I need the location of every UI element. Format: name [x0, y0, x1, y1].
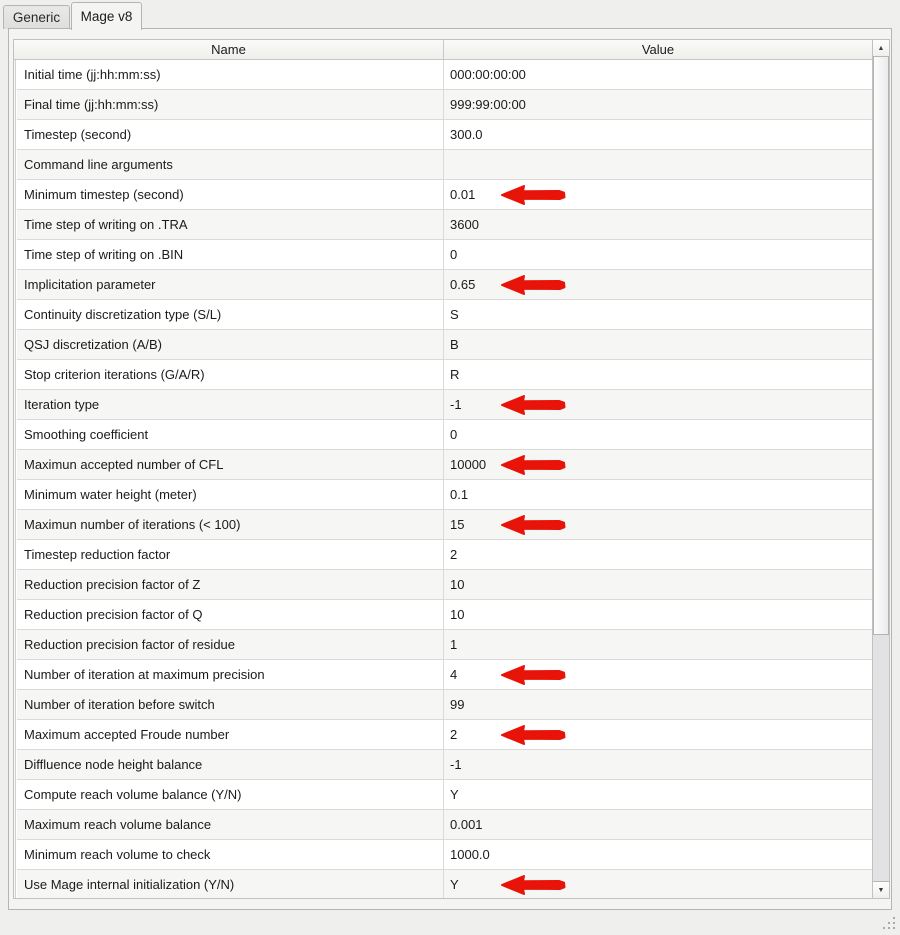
- column-header-value[interactable]: [444, 40, 872, 59]
- table-row[interactable]: [17, 540, 872, 570]
- table-row[interactable]: [17, 270, 872, 300]
- param-value-cell[interactable]: 0: [450, 427, 458, 442]
- table-header-row: [14, 40, 872, 60]
- column-header-name[interactable]: [14, 40, 444, 59]
- param-value-cell[interactable]: S: [450, 307, 459, 322]
- red-arrow-annotation-icon: [500, 874, 569, 896]
- parameters-table: [13, 39, 890, 899]
- param-name-cell[interactable]: Initial time (jj:hh:mm:ss): [17, 60, 444, 89]
- param-value-cell[interactable]: -1: [450, 757, 462, 772]
- table-row[interactable]: [17, 60, 872, 90]
- param-value-cell[interactable]: 1000.0: [450, 847, 490, 862]
- param-name-cell[interactable]: Smoothing coefficient: [17, 420, 444, 449]
- param-name-cell[interactable]: Maximum reach volume balance: [17, 810, 444, 839]
- param-value-cell[interactable]: 15: [444, 510, 872, 539]
- param-name-cell[interactable]: Time step of writing on .BIN: [17, 240, 444, 269]
- table-row[interactable]: [17, 300, 872, 330]
- table-row[interactable]: [17, 870, 872, 898]
- table-row[interactable]: [17, 480, 872, 510]
- param-name-cell[interactable]: Time step of writing on .TRA: [17, 210, 444, 239]
- param-value-cell[interactable]: 3600: [450, 217, 479, 232]
- tab-generic-label: Generic: [12, 10, 61, 25]
- table-row[interactable]: [17, 360, 872, 390]
- scroll-up-icon[interactable]: ▲: [873, 40, 889, 57]
- table-row[interactable]: [17, 150, 872, 180]
- tab-generic[interactable]: [3, 5, 70, 29]
- table-row[interactable]: [17, 660, 872, 690]
- param-name-cell[interactable]: Minimum reach volume to check: [17, 840, 444, 869]
- param-name-cell[interactable]: Final time (jj:hh:mm:ss): [17, 90, 444, 119]
- vertical-scrollbar[interactable]: [872, 40, 889, 898]
- param-value-cell[interactable]: 0: [450, 247, 458, 262]
- table-row[interactable]: [17, 780, 872, 810]
- resize-grip-icon[interactable]: [881, 915, 897, 931]
- red-arrow-annotation-icon: [500, 274, 569, 296]
- table-row[interactable]: [17, 240, 872, 270]
- scrollbar-thumb[interactable]: [873, 57, 889, 635]
- param-value-cell[interactable]: 1: [450, 637, 458, 652]
- column-header-value-label: Value: [641, 42, 675, 57]
- param-name-cell[interactable]: Maximun number of iterations (< 100): [17, 510, 444, 539]
- param-value-cell[interactable]: 2: [444, 720, 872, 749]
- vertical-header-strip: [14, 60, 16, 898]
- scrollbar-track[interactable]: [873, 635, 889, 881]
- param-name-cell[interactable]: Diffluence node height balance: [17, 750, 444, 779]
- param-name-cell[interactable]: Iteration type: [17, 390, 444, 419]
- table-row[interactable]: [17, 750, 872, 780]
- table-row[interactable]: [17, 810, 872, 840]
- table-row[interactable]: [17, 600, 872, 630]
- red-arrow-annotation-icon: [500, 394, 569, 416]
- table-rows: [17, 60, 872, 898]
- red-arrow-annotation-icon: [500, 724, 569, 746]
- red-arrow-annotation-icon: [500, 514, 569, 536]
- table-row[interactable]: [17, 180, 872, 210]
- param-name-cell[interactable]: Compute reach volume balance (Y/N): [17, 780, 444, 809]
- param-value-cell[interactable]: 0.01: [444, 180, 872, 209]
- red-arrow-annotation-icon: [500, 454, 569, 476]
- table-row[interactable]: [17, 390, 872, 420]
- param-name-cell[interactable]: Reduction precision factor of Z: [17, 570, 444, 599]
- param-value-cell[interactable]: 10000: [444, 450, 872, 479]
- param-value-cell[interactable]: [444, 150, 872, 179]
- param-name-cell[interactable]: Minimum water height (meter): [17, 480, 444, 509]
- table-row[interactable]: [17, 120, 872, 150]
- table-row[interactable]: [17, 840, 872, 870]
- scroll-down-icon[interactable]: ▼: [873, 881, 889, 898]
- param-value-cell[interactable]: 4: [444, 660, 872, 689]
- table-row[interactable]: [17, 210, 872, 240]
- tab-pane: [8, 28, 892, 910]
- param-name-cell[interactable]: Continuity discretization type (S/L): [17, 300, 444, 329]
- column-header-name-label: Name: [211, 42, 246, 57]
- param-value-cell[interactable]: 99: [450, 697, 465, 712]
- param-value-cell[interactable]: 10: [450, 607, 465, 622]
- param-value-cell[interactable]: 300.0: [450, 127, 483, 142]
- param-value-cell[interactable]: 999:99:00:00: [450, 97, 526, 112]
- table-row[interactable]: [17, 630, 872, 660]
- param-name-cell[interactable]: Command line arguments: [17, 150, 444, 179]
- param-name-cell[interactable]: Reduction precision factor of residue: [17, 630, 444, 659]
- param-name-cell[interactable]: Reduction precision factor of Q: [17, 600, 444, 629]
- table-body: [14, 60, 872, 898]
- param-value-cell[interactable]: 000:00:00:00: [450, 67, 526, 82]
- tab-mage-v8-label: Mage v8: [80, 9, 133, 24]
- param-name-cell[interactable]: QSJ discretization (A/B): [17, 330, 444, 359]
- param-name-cell[interactable]: Stop criterion iterations (G/A/R): [17, 360, 444, 389]
- table-row[interactable]: [17, 330, 872, 360]
- param-value-cell[interactable]: Y: [444, 870, 872, 898]
- table-row[interactable]: [17, 510, 872, 540]
- param-name-cell[interactable]: Implicitation parameter: [17, 270, 444, 299]
- table-row[interactable]: [17, 420, 872, 450]
- param-value-cell[interactable]: 0.001: [450, 817, 483, 832]
- red-arrow-annotation-icon: [500, 664, 569, 686]
- table-row[interactable]: [17, 90, 872, 120]
- param-value-cell[interactable]: 0.65: [444, 270, 872, 299]
- param-value-cell[interactable]: 0.1: [450, 487, 469, 502]
- param-value-cell[interactable]: 10: [450, 577, 465, 592]
- param-value-cell[interactable]: R: [450, 367, 460, 382]
- red-arrow-annotation-icon: [500, 184, 569, 206]
- param-name-cell[interactable]: Maximum accepted Froude number: [17, 720, 444, 749]
- param-name-cell[interactable]: Number of iteration at maximum precision: [17, 660, 444, 689]
- param-value-cell[interactable]: -1: [444, 390, 872, 419]
- param-value-cell[interactable]: B: [450, 337, 459, 352]
- table-row[interactable]: [17, 720, 872, 750]
- param-name-cell[interactable]: Use Mage internal initialization (Y/N): [17, 870, 444, 898]
- table-main: [14, 40, 872, 898]
- param-name-cell[interactable]: Maximun accepted number of CFL: [17, 450, 444, 479]
- table-row[interactable]: [17, 450, 872, 480]
- table-row[interactable]: [17, 690, 872, 720]
- tab-mage-v8[interactable]: [71, 2, 142, 30]
- table-row[interactable]: [17, 570, 872, 600]
- param-value-cell[interactable]: Y: [450, 787, 459, 802]
- param-value-cell[interactable]: 2: [450, 547, 458, 562]
- param-name-cell[interactable]: Number of iteration before switch: [17, 690, 444, 719]
- param-name-cell[interactable]: Timestep (second): [17, 120, 444, 149]
- param-name-cell[interactable]: Minimum timestep (second): [17, 180, 444, 209]
- param-name-cell[interactable]: Timestep reduction factor: [17, 540, 444, 569]
